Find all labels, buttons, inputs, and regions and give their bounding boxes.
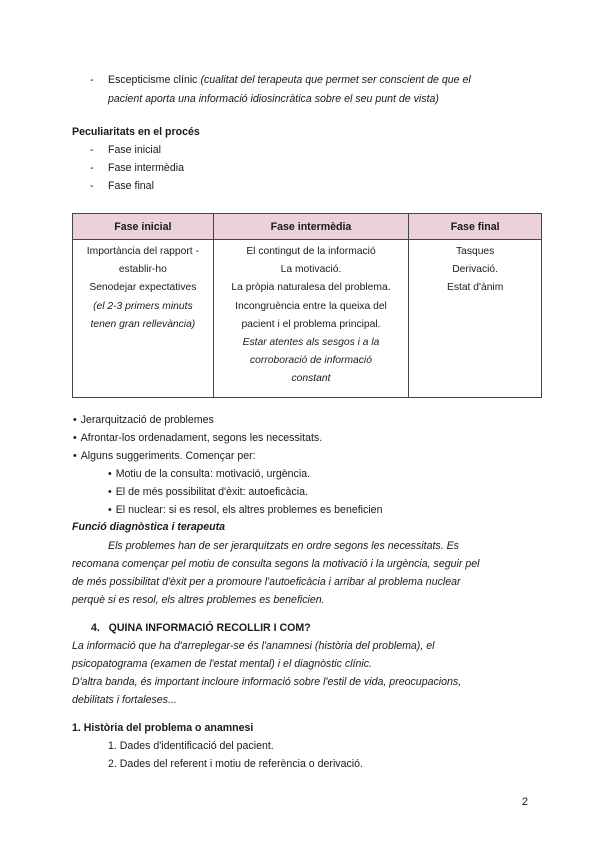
intro-item-note-cont: pacient aporta una informació idiosincràtica sobre el seu punt de vista) <box>108 93 439 105</box>
bullet-item: • Afrontar-los ordenadament, segons les necessitats. <box>73 432 322 444</box>
cell-line: Estar atentes als sesgos i a la <box>242 337 380 349</box>
table-row <box>73 240 542 398</box>
funcio-para-line: Els problemes han de ser jerarquitzats en ordre segons les necessitats. Es <box>108 540 459 552</box>
cell-line: La motivació. <box>280 264 342 276</box>
phase-list-item: - Fase intermèdia <box>90 162 184 174</box>
cell-fase-intermedia <box>213 240 409 398</box>
funcio-heading: Funció diagnòstica i terapeuta <box>72 521 226 533</box>
phases-table <box>72 213 542 398</box>
phase-list-item: - Fase inicial <box>90 144 161 156</box>
cell-fase-inicial <box>73 240 214 398</box>
dash-marker: - <box>90 74 94 86</box>
cell-line: pacient i el problema principal. <box>241 318 381 330</box>
sub-bullet-item: • El de més possibilitat d'èxit: autoeficàcia. <box>108 486 308 498</box>
intro-item <box>90 74 471 86</box>
bullet-item: • Alguns suggeriments. Començar per: <box>73 450 256 462</box>
cell-line: establir-ho <box>118 264 167 276</box>
cell-line: (el 2-3 primers minuts <box>93 300 193 312</box>
cell-line: tenen gran rellevància) <box>90 318 196 330</box>
cell-line: constant <box>291 373 331 385</box>
header-fase-intermedia: Fase intermèdia <box>213 214 409 240</box>
section4-para-line: D'altra banda, és important incloure informació sobre l'estil de vida, preocupacions, <box>72 676 462 688</box>
cell-line: Incongruència entre la queixa del <box>235 300 387 312</box>
section4-para-line: debilitats i fortaleses... <box>72 694 177 706</box>
cell-line: Tasques <box>455 246 495 257</box>
sub-bullet-item: • El nuclear: si es resol, els altres problemes es beneficien <box>108 504 382 516</box>
cell-line: Estat d'ànim <box>446 282 504 294</box>
peculiaritats-heading: Peculiaritats en el procés <box>72 126 200 138</box>
cell-line: El contingut de la informació <box>246 246 376 257</box>
historia-item: 1. Dades d'identificació del pacient. <box>108 740 274 752</box>
cell-line: Derivació. <box>452 264 499 276</box>
page-number: 2 <box>521 796 528 808</box>
cell-line: corroboració de informació <box>250 355 372 367</box>
section4-para-line: psicopatograma (examen de l'estat mental) i el diagnòstic clínic. <box>72 658 372 670</box>
phase-list-item: - Fase final <box>90 180 154 192</box>
cell-line: Senodejar expectatives <box>89 282 197 294</box>
table-header-row <box>73 214 542 240</box>
funcio-para-line: recomana començar pel motiu de consulta segons la motivació i la urgència, seguir pel <box>72 558 480 570</box>
cell-line: La pròpia naturalesa del problema. <box>231 282 391 294</box>
cell-fase-final <box>409 240 542 398</box>
intro-item-note: (cualitat del terapeuta que permet ser conscient de que el <box>200 74 471 86</box>
historia-heading: 1. Història del problema o anamnesi <box>72 722 254 734</box>
section4-heading: 4. QUINA INFORMACIÓ RECOLLIR I COM? <box>91 622 311 634</box>
historia-item: 2. Dades del referent i motiu de referència o derivació. <box>108 758 363 770</box>
bullet-item: • Jerarquització de problemes <box>73 414 214 426</box>
funcio-para-line: de més possibilitat d'èxit per a promoure l'autoeficàcia i arribar al problema nuclear <box>72 576 461 588</box>
sub-bullet-item: • Motiu de la consulta: motivació, urgència. <box>108 468 310 480</box>
intro-item-label: Escepticisme clínic <box>108 74 198 86</box>
section4-para-line: La informació que ha d'arreplegar-se és l'anamnesi (història del problema), el <box>72 640 435 652</box>
funcio-para-line: perquè si es resol, els altres problemes es beneficien. <box>72 594 325 606</box>
header-fase-final: Fase final <box>409 214 542 240</box>
header-fase-inicial: Fase inicial <box>73 214 214 240</box>
cell-line: Importància del rapport - <box>86 246 199 257</box>
